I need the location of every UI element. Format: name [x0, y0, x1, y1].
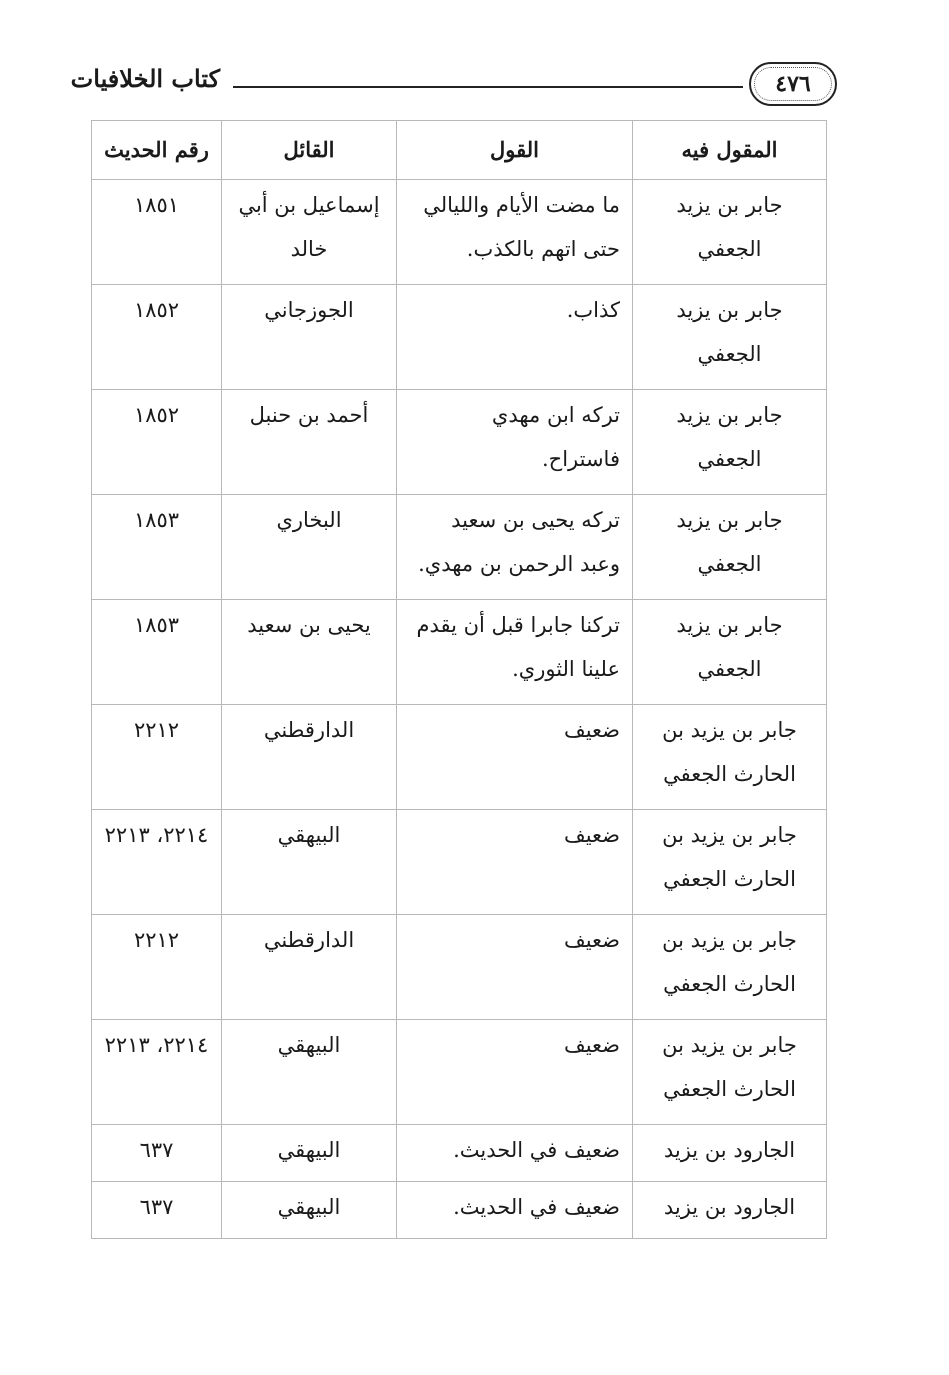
book-title: كتاب الخلافيات: [70, 64, 220, 93]
page-header: [70, 62, 845, 114]
cell-number: ٦٣٧: [92, 1125, 222, 1182]
cell-saying: تركه يحيى بن سعيد وعبد الرحمن بن مهدي.: [397, 495, 633, 600]
table-row: [92, 1182, 827, 1239]
cell-saying: ضعيف: [397, 810, 633, 915]
cell-number: ١٨٥٣: [92, 600, 222, 705]
cell-saying: ضعيف: [397, 915, 633, 1020]
cell-number: ٢٢١٤، ٢٢١٣: [92, 1020, 222, 1125]
cell-number: ٢٢١٤، ٢٢١٣: [92, 810, 222, 915]
table-row: [92, 390, 827, 495]
table-row: [92, 810, 827, 915]
cell-sayer: البيهقي: [222, 1020, 397, 1125]
cell-saying: تركنا جابرا قبل أن يقدم علينا الثوري.: [397, 600, 633, 705]
column-header-sayer: القائل: [222, 121, 397, 180]
cell-about: جابر بن يزيد الجعفي: [633, 495, 827, 600]
cell-sayer: يحيى بن سعيد: [222, 600, 397, 705]
table-row: [92, 285, 827, 390]
cell-about: جابر بن يزيد الجعفي: [633, 180, 827, 285]
cell-saying: ضعيف في الحديث.: [397, 1182, 633, 1239]
cell-saying: ضعيف: [397, 705, 633, 810]
column-header-saying: القول: [397, 121, 633, 180]
cell-number: ١٨٥٣: [92, 495, 222, 600]
header-rule: [233, 86, 743, 88]
cell-number: ٢٢١٢: [92, 705, 222, 810]
cell-saying: تركه ابن مهدي فاستراح.: [397, 390, 633, 495]
cell-sayer: أحمد بن حنبل: [222, 390, 397, 495]
column-header-number: رقم الحديث: [92, 121, 222, 180]
cell-sayer: إسماعيل بن أبي خالد: [222, 180, 397, 285]
table-row: [92, 180, 827, 285]
cell-about: جابر بن يزيد بن الحارث الجعفي: [633, 705, 827, 810]
narrators-table: [91, 120, 827, 1239]
cell-sayer: الدارقطني: [222, 915, 397, 1020]
cell-number: ١٨٥١: [92, 180, 222, 285]
table-header-row: [92, 121, 827, 180]
cell-about: جابر بن يزيد بن الحارث الجعفي: [633, 915, 827, 1020]
table-row: [92, 495, 827, 600]
cell-saying: ما مضت الأيام والليالي حتى اتهم بالكذب.: [397, 180, 633, 285]
cell-about: جابر بن يزيد بن الحارث الجعفي: [633, 810, 827, 915]
cell-sayer: البخاري: [222, 495, 397, 600]
cell-about: جابر بن يزيد الجعفي: [633, 600, 827, 705]
cell-saying: كذاب.: [397, 285, 633, 390]
cell-about: جابر بن يزيد الجعفي: [633, 390, 827, 495]
cell-number: ٦٣٧: [92, 1182, 222, 1239]
cell-about: جابر بن يزيد الجعفي: [633, 285, 827, 390]
cell-sayer: البيهقي: [222, 1182, 397, 1239]
cell-about: الجارود بن يزيد: [633, 1125, 827, 1182]
cell-about: جابر بن يزيد بن الحارث الجعفي: [633, 1020, 827, 1125]
cell-about: الجارود بن يزيد: [633, 1182, 827, 1239]
cell-number: ٢٢١٢: [92, 915, 222, 1020]
table-row: [92, 705, 827, 810]
table-row: [92, 600, 827, 705]
table-row: [92, 1020, 827, 1125]
cell-sayer: البيهقي: [222, 1125, 397, 1182]
cell-saying: ضعيف: [397, 1020, 633, 1125]
cell-number: ١٨٥٢: [92, 390, 222, 495]
cell-sayer: الجوزجاني: [222, 285, 397, 390]
cell-number: ١٨٥٢: [92, 285, 222, 390]
column-header-about: المقول فيه: [633, 121, 827, 180]
table-row: [92, 915, 827, 1020]
cell-sayer: البيهقي: [222, 810, 397, 915]
cell-sayer: الدارقطني: [222, 705, 397, 810]
cell-saying: ضعيف في الحديث.: [397, 1125, 633, 1182]
page-number: ٤٧٦: [749, 62, 837, 106]
table-row: [92, 1125, 827, 1182]
